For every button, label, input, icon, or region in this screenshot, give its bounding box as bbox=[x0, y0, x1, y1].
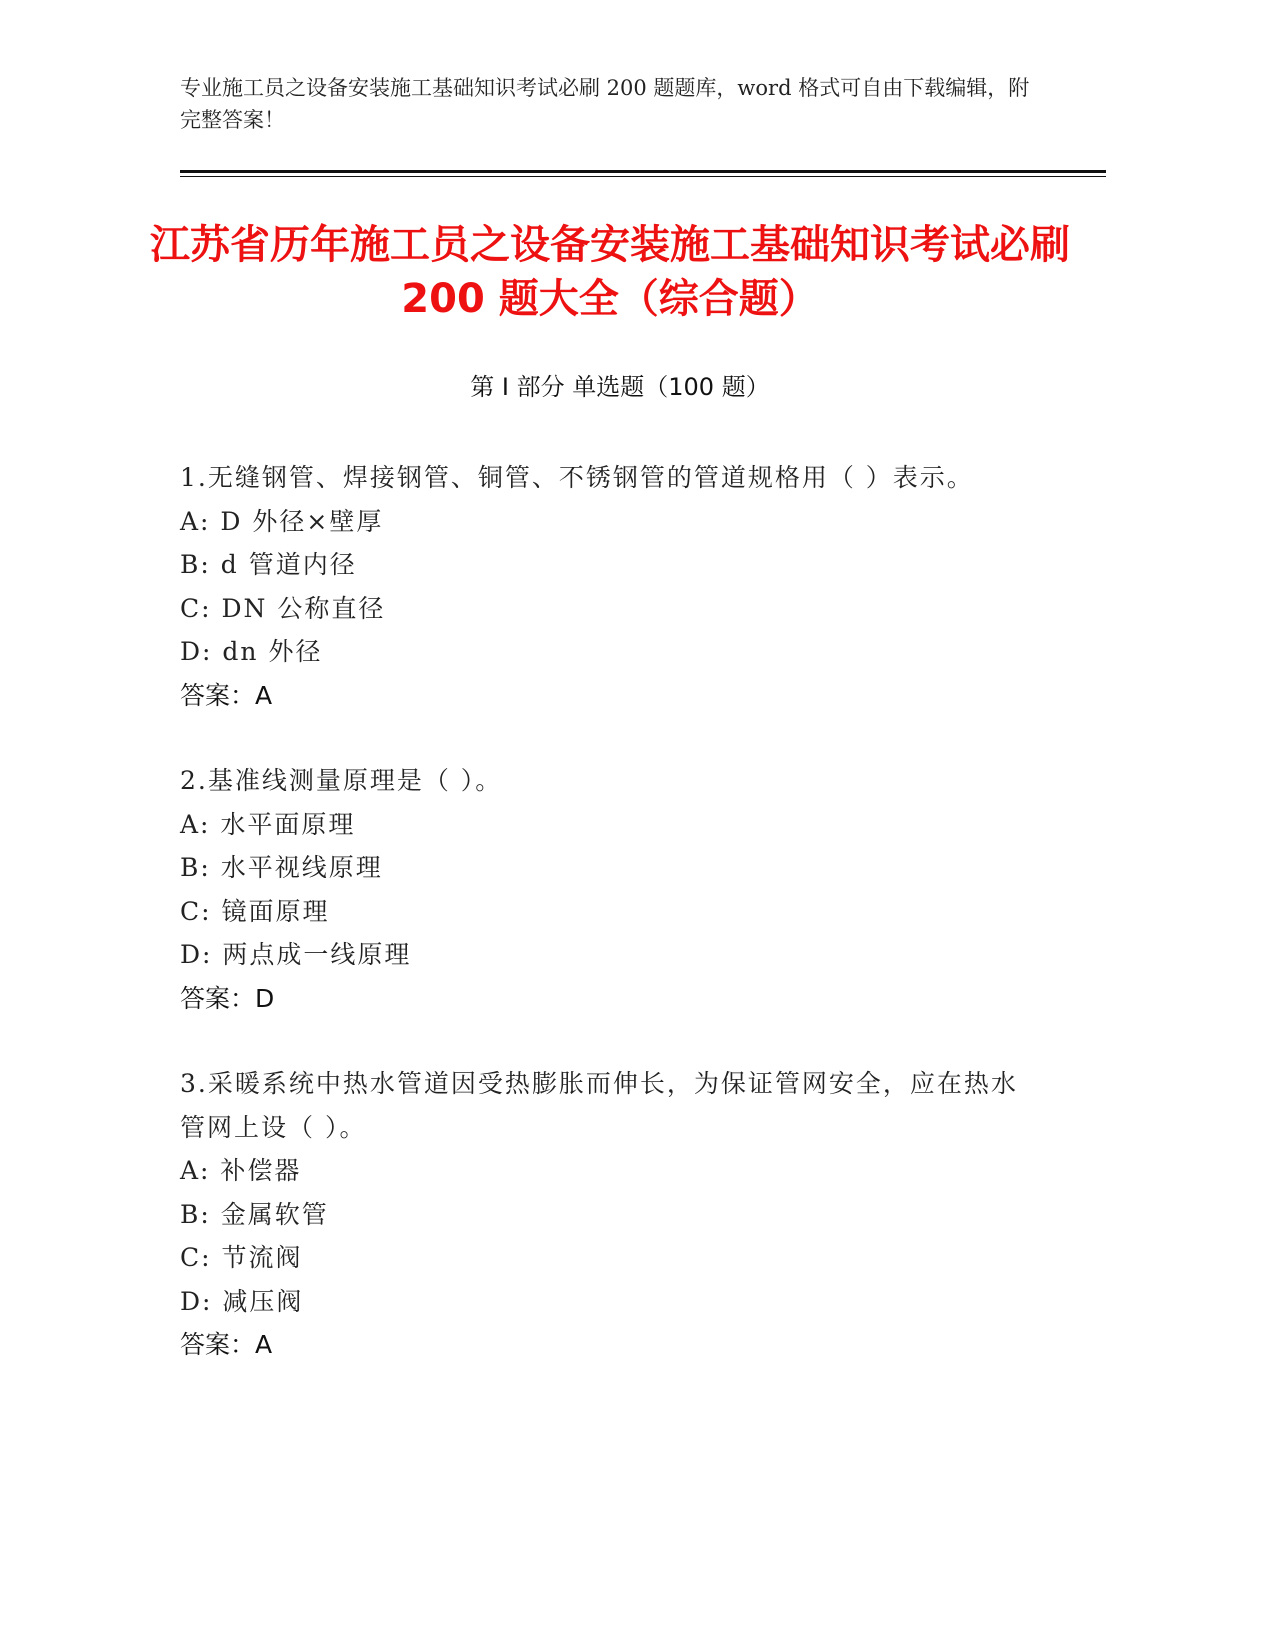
question-1 bbox=[180, 456, 1020, 717]
option-b: B: 水平视线原理 bbox=[180, 853, 383, 882]
option-c: C: 镜面原理 bbox=[180, 896, 330, 926]
question-list bbox=[180, 456, 1020, 1409]
header-divider-thick bbox=[180, 170, 1106, 173]
option-b: B: d 管道内径 bbox=[180, 550, 357, 579]
option-d: D: 两点成一线原理 bbox=[180, 940, 412, 969]
option-c: C: DN 公称直径 bbox=[180, 593, 386, 623]
option-b: B: 金属软管 bbox=[180, 1199, 329, 1229]
header-divider-thin bbox=[180, 176, 1106, 177]
option-d: D: dn 外径 bbox=[180, 637, 323, 666]
option-c: C: 节流阀 bbox=[180, 1243, 303, 1272]
question-2 bbox=[180, 759, 1020, 1020]
answer: 答案：A bbox=[180, 680, 273, 710]
document-title: 江苏省历年施工员之设备安装施工基础知识考试必刷 200 题大全（综合题） bbox=[150, 222, 1070, 322]
question-text: 1.无缝钢管、焊接钢管、铜管、不锈钢管的管道规格用（ ）表示。 bbox=[180, 463, 974, 492]
answer: 答案：A bbox=[180, 1330, 273, 1359]
header-note: 专业施工员之设备安装施工基础知识考试必刷 200 题题库，word 格式可自由下载编辑，附完整答案！ bbox=[180, 76, 1030, 132]
question-3 bbox=[180, 1062, 1020, 1367]
option-a: A: 水平面原理 bbox=[180, 809, 356, 839]
question-text: 3.采暖系统中热水管道因受热膨胀而伸长，为保证管网安全，应在热水管网上设（ ）。 bbox=[180, 1069, 1018, 1142]
option-a: A: 补偿器 bbox=[180, 1156, 302, 1185]
question-text: 2.基准线测量原理是（ ）。 bbox=[180, 766, 503, 795]
answer: 答案：D bbox=[180, 983, 275, 1013]
section-title: 第 I 部分 单选题（100 题） bbox=[470, 373, 770, 401]
option-d: D: 减压阀 bbox=[180, 1286, 304, 1316]
option-a: A: D 外径×壁厚 bbox=[180, 506, 384, 536]
